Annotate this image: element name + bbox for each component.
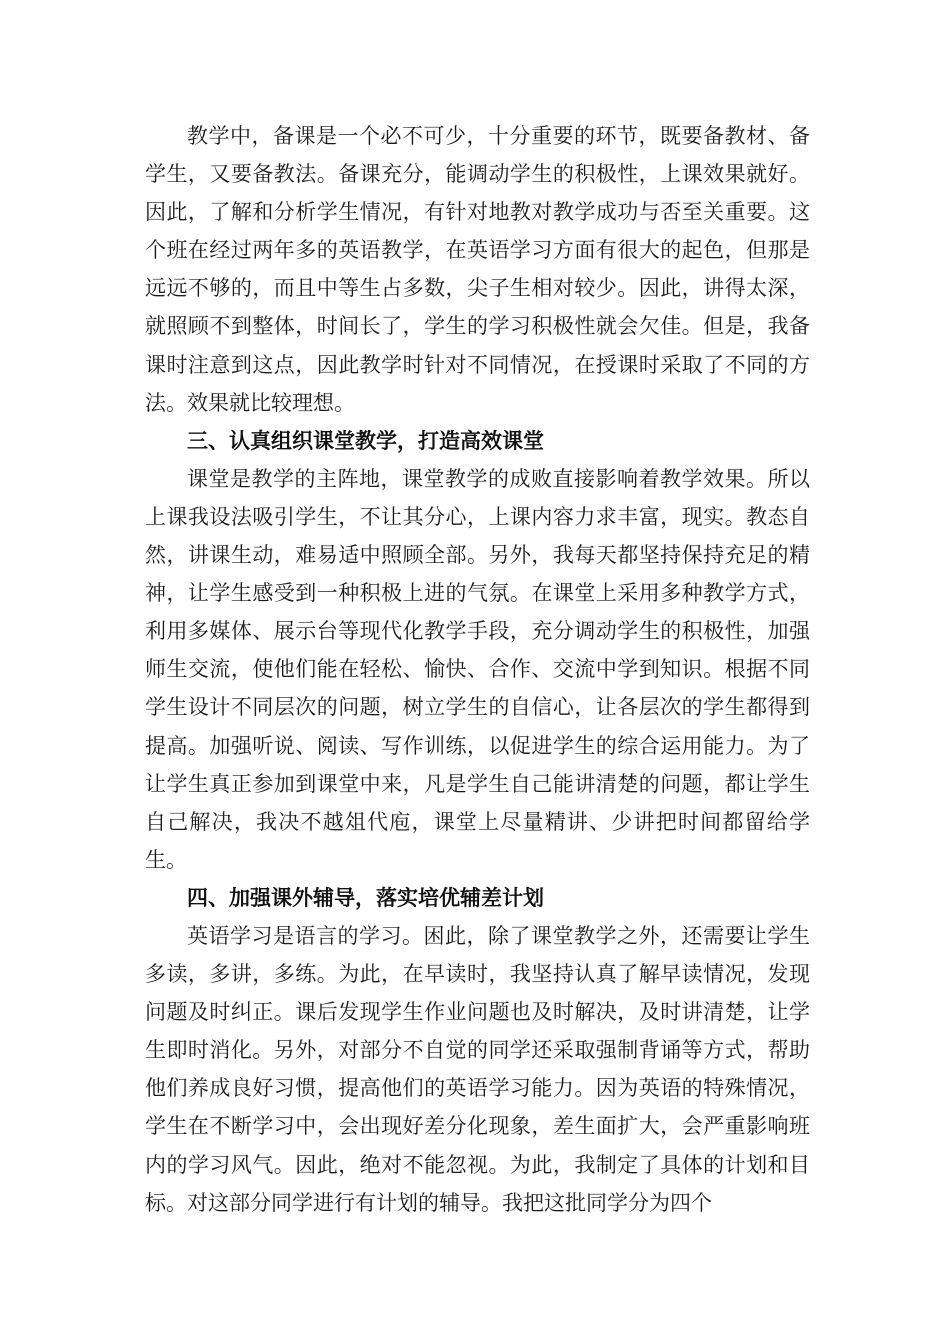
paragraph-extracurricular-tutoring: 英语学习是语言的学习。困此，除了课堂教学之外，还需要让学生多读，多讲，多练。为此，在早读时，我坚持认真了解早读情况，发现问题及时纠正。课后发现学生作业问题也及时解决，及时讲清楚，让学生即时消化。另外，对部分不自觉的同学还采取强制背诵等方式，帮助他们养成良好习惯，提高他们的英语学习能力。因为英语的特殊情况，学生在不断学习中，会出现好差分化现象，差生面扩大，会严重影响班内的学习风气。因此，绝对不能忽视。为此，我制定了具体的计划和目标。对这部分同学进行有计划的辅导。我把这批同学分为四个 [145,923,810,1215]
paragraph-classroom-teaching: 课堂是教学的主阵地，课堂教学的成败直接影响着教学效果。所以上课我设法吸引学生，不让其分心，上课内容力求丰富，现实。教态自然，讲课生动，难易适中照顾全部。另外，我每天都坚持保持充足的精神，让学生感受到一种积极上进的气氛。在课堂上采用多种教学方式，利用多媒体、展示台等现代化教学手段，充分调动学生的积极性，加强师生交流，使他们能在轻松、愉快、合作、交流中学到知识。根据不同学生设计不同层次的问题，树立学生的自信心，让各层次的学生都得到提高。加强听说、阅读、写作训练，以促进学生的综合运用能力。为了让学生真正参加到课堂中来，凡是学生自己能讲清楚的问题，都让学生自己解决，我决不越俎代庖，课堂上尽量精讲、少讲把时间都留给学生。 [145,466,810,872]
section-heading-classroom-teaching: 三、认真组织课堂教学，打造高效课堂 [187,427,544,453]
paragraph-lesson-preparation: 教学中，备课是一个必不可少，十分重要的环节，既要备教材、备学生，又要备教法。备课充分，能调动学生的积极性，上课效果就好。因此，了解和分析学生情况，有针对地教对教学成功与否至关重要。这个班在经过两年多的英语教学，在英语学习方面有很大的起色，但那是远远不够的，而且中等生占多数，尖子生相对较少。因此，讲得太深，就照顾不到整体，时间长了，学生的学习积极性就会欠佳。但是，我备课时注意到这点，因此教学时针对不同情况，在授课时采取了不同的方法。效果就比较理想。 [145,124,810,415]
document-body [145,117,810,1222]
section-heading-extracurricular-tutoring: 四、加强课外辅导，落实培优辅差计划 [187,884,544,910]
